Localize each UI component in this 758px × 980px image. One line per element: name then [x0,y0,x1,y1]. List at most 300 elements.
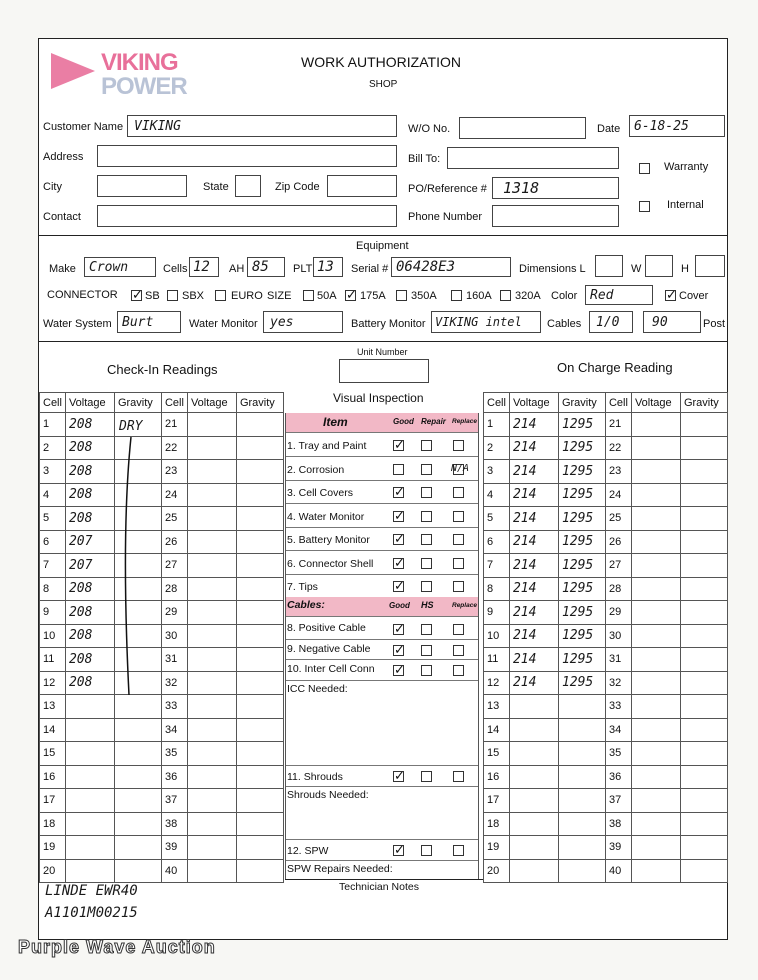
cell-number: 9 [484,601,510,625]
gravity-cell[interactable]: 1295 [558,460,605,484]
voltage-cell[interactable] [631,624,680,648]
voltage-cell[interactable] [631,460,680,484]
replace-checkbox[interactable] [453,440,464,451]
voltage-cell[interactable]: 208 [65,577,114,601]
voltage-cell[interactable] [187,601,236,625]
table-row [40,789,284,813]
voltage-cell[interactable] [631,648,680,672]
notes-line1: LINDE EWR40 [45,883,138,899]
replace-checkbox[interactable] [453,665,464,676]
voltage-cell[interactable] [187,460,236,484]
gravity-cell[interactable] [236,507,283,531]
voltage-cell[interactable] [631,554,680,578]
voltage-cell[interactable] [187,671,236,695]
table-row [484,789,728,813]
gravity-cell[interactable] [680,436,727,460]
cell-number: 3 [484,460,510,484]
cell-number: 38 [605,812,631,836]
cables-label: Cables [547,318,582,330]
gravity-cell[interactable] [114,765,161,789]
gravity-cell[interactable] [680,507,727,531]
table-row [40,460,284,484]
icc-needed-label: ICC Needed: [287,683,348,695]
customer-name-field[interactable]: VIKING [127,115,397,137]
cell-number: 20 [40,859,66,883]
divider [39,341,727,342]
gravity-cell[interactable] [680,624,727,648]
voltage-cell[interactable] [65,859,114,883]
voltage-cell[interactable] [631,859,680,883]
shrouds-repair-checkbox[interactable] [421,771,432,782]
cell-number: 24 [161,483,187,507]
good-checkbox[interactable] [393,511,404,522]
gravity-cell[interactable]: 1295 [558,483,605,507]
table-row [484,695,728,719]
wo-field[interactable] [459,117,586,139]
state-field[interactable] [235,175,261,197]
euro-checkbox[interactable] [215,290,226,301]
voltage-cell[interactable]: 207 [65,530,114,554]
voltage-cell[interactable] [509,789,558,813]
table-row [40,507,284,531]
unit-number-field[interactable] [339,359,429,383]
voltage-cell[interactable]: 208 [65,436,114,460]
voltage-cell[interactable] [631,530,680,554]
voltage-cell[interactable] [509,836,558,860]
cell-number: 17 [40,789,66,813]
good-checkbox[interactable] [393,665,404,676]
voltage-cell[interactable]: 208 [65,507,114,531]
gravity-cell[interactable]: 1295 [558,601,605,625]
shrouds-good-checkbox[interactable] [393,771,404,782]
gravity-cell[interactable] [558,742,605,766]
voltage-cell[interactable]: 214 [509,554,558,578]
date-field[interactable]: 6-18-25 [629,115,725,137]
voltage-cell[interactable] [631,812,680,836]
gravity-cell[interactable] [114,718,161,742]
logo-line1: VIKING [101,49,178,76]
voltage-cell[interactable] [187,436,236,460]
table-row [40,695,284,719]
gravity-cell[interactable]: 1295 [558,624,605,648]
voltage-cell[interactable]: 214 [509,507,558,531]
repair-checkbox[interactable] [421,464,432,475]
gravity-cell[interactable] [680,812,727,836]
voltage-cell[interactable] [187,859,236,883]
gravity-cell[interactable] [236,460,283,484]
voltage-cell[interactable]: 214 [509,483,558,507]
gravity-cell[interactable] [680,765,727,789]
voltage-cell[interactable] [187,812,236,836]
serial-field[interactable]: 06428E3 [391,257,511,277]
unit-number-label: Unit Number [357,347,408,357]
gravity-cell[interactable] [236,812,283,836]
cell-number: 19 [40,836,66,860]
repair-checkbox[interactable] [421,581,432,592]
voltage-cell[interactable] [187,577,236,601]
col-header: Gravity [114,393,161,413]
voltage-cell[interactable]: 214 [509,624,558,648]
make-field[interactable]: Crown [84,257,156,277]
voltage-cell[interactable]: 208 [65,648,114,672]
col-header: Cell [40,393,66,413]
gravity-cell[interactable]: 1295 [558,413,605,437]
po-field[interactable]: 1318 [492,177,619,199]
gravity-cell[interactable] [680,695,727,719]
billto-field[interactable] [447,147,619,169]
cell-number: 21 [161,413,187,437]
gravity-cell[interactable] [558,812,605,836]
post-label: Post [703,318,726,330]
gravity-cell[interactable] [114,695,161,719]
cell-number: 5 [40,507,66,531]
notes-line2: A1101M00215 [45,905,138,921]
gravity-cell[interactable] [680,718,727,742]
wo-label: W/O No. [408,123,451,135]
table-row [40,436,284,460]
replace-checkbox[interactable] [453,511,464,522]
voltage-cell[interactable]: 214 [509,460,558,484]
cell-number: 30 [161,624,187,648]
city-label: City [43,181,62,193]
dim-h-field[interactable] [695,255,725,277]
160a-checkbox[interactable] [451,290,462,301]
voltage-cell[interactable] [631,765,680,789]
gravity-cell[interactable] [236,436,283,460]
cell-number: 22 [605,436,631,460]
city-field[interactable] [97,175,187,197]
vi-row-shrouds: 11. Shrouds ✓ [285,765,479,787]
voltage-cell[interactable] [631,671,680,695]
col-header: Voltage [631,393,680,413]
vi-header-row [285,413,479,433]
gravity-cell[interactable] [114,812,161,836]
voltage-cell[interactable] [509,695,558,719]
voltage-cell[interactable]: 208 [65,460,114,484]
gravity-cell[interactable] [236,530,283,554]
gravity-cell[interactable] [114,859,161,883]
table-row [484,742,728,766]
spw-replace-checkbox[interactable] [453,845,464,856]
gravity-cell[interactable] [680,742,727,766]
good-checkbox[interactable] [393,558,404,569]
cell-number: 12 [40,671,66,695]
cell-number: 10 [484,624,510,648]
gravity-cell[interactable] [114,789,161,813]
voltage-cell[interactable] [631,789,680,813]
voltage-cell[interactable] [65,812,114,836]
gravity-cell[interactable] [558,718,605,742]
battery-monitor-field[interactable]: VIKING intel [431,311,541,333]
repair-checkbox[interactable] [421,534,432,545]
sbx-checkbox[interactable] [167,290,178,301]
good-checkbox[interactable] [393,487,404,498]
vi-row: 4. Water Monitor ✓ [285,506,479,528]
internal-checkbox[interactable] [639,201,650,212]
gravity-cell[interactable] [558,765,605,789]
voltage-cell[interactable] [509,859,558,883]
cell-number: 28 [161,577,187,601]
gravity-cell[interactable]: 1295 [558,577,605,601]
replace-checkbox[interactable] [453,487,464,498]
col-header: Voltage [509,393,558,413]
gravity-cell[interactable]: 1295 [558,436,605,460]
gravity-cell[interactable] [236,483,283,507]
voltage-cell[interactable] [187,507,236,531]
water-monitor-field[interactable]: yes [263,311,343,333]
cell-number: 35 [161,742,187,766]
gravity-cell[interactable] [236,413,283,437]
phone-label: Phone Number [408,211,482,223]
address-field[interactable] [97,145,397,167]
gravity-cell[interactable]: 1295 [558,507,605,531]
voltage-cell[interactable]: 208 [65,601,114,625]
gravity-cell[interactable]: 1295 [558,648,605,672]
voltage-cell[interactable] [631,507,680,531]
gravity-cell[interactable]: 1295 [558,554,605,578]
gravity-cell[interactable] [680,648,727,672]
gravity-cell[interactable] [680,554,727,578]
voltage-cell[interactable] [187,695,236,719]
hs-checkbox[interactable] [421,665,432,676]
replace-checkbox[interactable] [453,558,464,569]
dim-w-label: W [631,263,642,275]
voltage-cell[interactable] [509,812,558,836]
table-row [484,530,728,554]
repair-checkbox[interactable] [421,511,432,522]
voltage-cell[interactable] [187,789,236,813]
voltage-cell[interactable] [631,718,680,742]
voltage-cell[interactable] [631,742,680,766]
cables-field-2[interactable]: 90 [643,311,701,333]
address-label: Address [43,151,84,163]
voltage-cell[interactable]: 208 [65,413,114,437]
contact-label: Contact [43,211,81,223]
table-row [40,812,284,836]
gravity-cell[interactable] [680,859,727,883]
gravity-cell[interactable] [680,483,727,507]
gravity-cell[interactable] [236,695,283,719]
gravity-cell[interactable] [680,789,727,813]
cell-number: 40 [605,859,631,883]
table-row [484,648,728,672]
cell-number: 29 [605,601,631,625]
voltage-cell[interactable] [187,765,236,789]
voltage-cell[interactable] [65,742,114,766]
voltage-cell[interactable]: 214 [509,601,558,625]
160a-label: 160A [466,290,492,302]
voltage-cell[interactable]: 207 [65,554,114,578]
dim-w-field[interactable] [645,255,673,277]
voltage-cell[interactable] [631,695,680,719]
replace-checkbox[interactable] [453,534,464,545]
voltage-cell[interactable] [187,742,236,766]
gravity-cell[interactable] [680,577,727,601]
serial-label: Serial # [351,263,389,275]
gravity-cell[interactable] [680,530,727,554]
gravity-cell[interactable] [680,671,727,695]
gravity-cell[interactable] [558,859,605,883]
cell-number: 23 [161,460,187,484]
gravity-cell[interactable]: 1295 [558,671,605,695]
gravity-cell[interactable] [558,789,605,813]
voltage-cell[interactable] [65,695,114,719]
350a-checkbox[interactable] [396,290,407,301]
voltage-cell[interactable] [65,718,114,742]
voltage-cell[interactable]: 208 [65,671,114,695]
voltage-cell[interactable] [187,648,236,672]
plt-field[interactable]: 13 [313,257,343,277]
gravity-cell[interactable] [236,789,283,813]
gravity-cell[interactable] [236,554,283,578]
vi-replace-label: Replace [452,418,477,425]
cover-checkbox[interactable] [665,290,676,301]
voltage-cell[interactable] [631,413,680,437]
vi-row: 7. Tips ✓ [285,576,479,598]
table-row [40,554,284,578]
good-checkbox[interactable] [393,645,404,656]
gravity-cell[interactable] [680,836,727,860]
color-field[interactable]: Red [585,285,653,305]
gravity-cell[interactable] [558,836,605,860]
voltage-cell[interactable] [631,836,680,860]
spw-repair-checkbox[interactable] [421,845,432,856]
good-checkbox[interactable] [393,440,404,451]
voltage-cell[interactable]: 214 [509,413,558,437]
voltage-cell[interactable] [509,765,558,789]
repair-checkbox[interactable] [421,558,432,569]
col-header: Voltage [65,393,114,413]
checkin-heading: Check-In Readings [107,362,218,377]
replace-checkbox[interactable] [453,645,464,656]
voltage-cell[interactable] [187,413,236,437]
voltage-cell[interactable]: 214 [509,436,558,460]
gravity-cell[interactable] [236,836,283,860]
voltage-cell[interactable] [187,624,236,648]
cables-field-1[interactable]: 1/0 [589,311,633,333]
voltage-cell[interactable] [631,601,680,625]
voltage-cell[interactable] [631,436,680,460]
gravity-cell[interactable] [680,601,727,625]
table-row [484,436,728,460]
gravity-cell[interactable] [114,742,161,766]
replace-checkbox[interactable] [453,581,464,592]
voltage-cell[interactable] [187,836,236,860]
cell-number: 36 [605,765,631,789]
175a-checkbox[interactable] [345,290,356,301]
voltage-cell[interactable] [65,765,114,789]
voltage-cell[interactable]: 208 [65,483,114,507]
good-checkbox[interactable] [393,464,404,475]
gravity-cell[interactable] [236,859,283,883]
voltage-cell[interactable] [187,554,236,578]
table-row [484,483,728,507]
dim-l-field[interactable] [595,255,623,277]
voltage-cell[interactable]: 214 [509,671,558,695]
spw-good-checkbox[interactable] [393,845,404,856]
warranty-checkbox[interactable] [639,163,650,174]
voltage-cell[interactable] [509,742,558,766]
gravity-cell[interactable] [680,460,727,484]
voltage-cell[interactable] [65,789,114,813]
cells-field[interactable]: 12 [189,257,219,277]
vi-row-spw: 12. SPW ✓ [285,839,479,861]
gravity-cell[interactable] [236,742,283,766]
cell-number: 15 [40,742,66,766]
contact-field[interactable] [97,205,397,227]
voltage-cell[interactable] [631,577,680,601]
hs-checkbox[interactable] [421,624,432,635]
ah-label: AH [229,263,245,275]
po-label: PO/Reference # [408,183,487,195]
table-row [484,836,728,860]
voltage-cell[interactable]: 214 [509,530,558,554]
replace-checkbox[interactable] [453,624,464,635]
table-row [40,483,284,507]
notes-divider [285,879,483,880]
cell-number: 21 [605,413,631,437]
equipment-heading: Equipment [356,240,409,252]
cell-number: 37 [605,789,631,813]
cell-number: 9 [40,601,66,625]
50a-checkbox[interactable] [303,290,314,301]
gravity-cell[interactable] [236,671,283,695]
sb-checkbox[interactable] [131,290,142,301]
voltage-cell[interactable] [187,718,236,742]
ah-field[interactable]: 85 [247,257,285,277]
zip-field[interactable] [327,175,397,197]
good-checkbox[interactable] [393,534,404,545]
voltage-cell[interactable] [187,530,236,554]
vi-item-label: Item [323,415,348,429]
repair-checkbox[interactable] [421,440,432,451]
cell-number: 33 [161,695,187,719]
shrouds-needed-label: Shrouds Needed: [287,789,369,801]
voltage-cell[interactable] [509,718,558,742]
voltage-cell[interactable] [631,483,680,507]
water-system-field[interactable]: Burt [117,311,181,333]
cell-number: 19 [484,836,510,860]
gravity-cell[interactable] [236,765,283,789]
voltage-cell[interactable]: 214 [509,577,558,601]
good-checkbox[interactable] [393,624,404,635]
gravity-cell[interactable] [236,601,283,625]
repair-checkbox[interactable] [421,487,432,498]
cell-number: 26 [605,530,631,554]
gravity-cell[interactable] [236,624,283,648]
phone-field[interactable] [492,205,619,227]
hs-checkbox[interactable] [421,645,432,656]
table-row [40,859,284,883]
gravity-cell[interactable] [236,718,283,742]
shrouds-replace-checkbox[interactable] [453,771,464,782]
voltage-cell[interactable] [187,483,236,507]
gravity-cell[interactable] [114,836,161,860]
good-checkbox[interactable] [393,581,404,592]
table-row [40,577,284,601]
gravity-cell[interactable]: 1295 [558,530,605,554]
voltage-cell[interactable]: 214 [509,648,558,672]
gravity-cell[interactable] [558,695,605,719]
320a-checkbox[interactable] [500,290,511,301]
voltage-cell[interactable] [65,836,114,860]
gravity-cell[interactable] [236,648,283,672]
gravity-cell[interactable] [236,577,283,601]
gravity-cell[interactable] [680,413,727,437]
plt-label: PLT [293,263,313,275]
table-row [484,671,728,695]
voltage-cell[interactable]: 208 [65,624,114,648]
